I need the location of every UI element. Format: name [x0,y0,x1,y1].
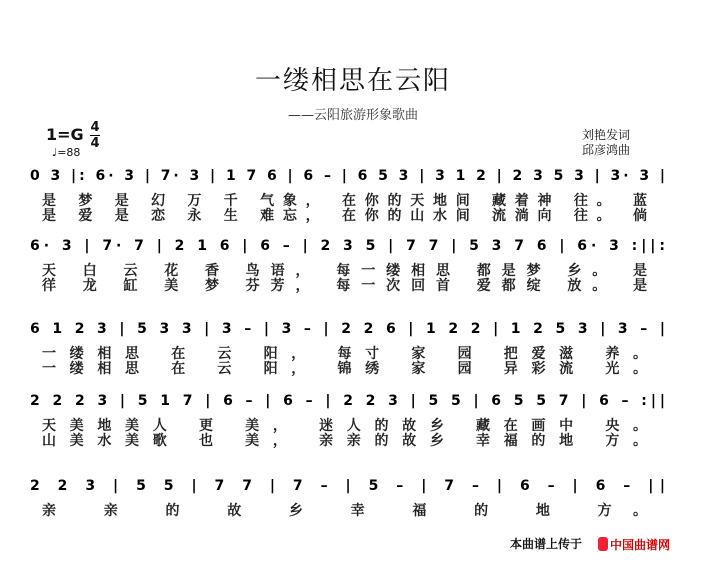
lyricist-credit: 刘艳发词 [582,128,631,142]
notation-line: 2 2 2 3 | 5 1 7 | 6 – | 6 – | 2 2 3 | 5 5 | 6 5 5 7 | 6 – :|| [30,393,665,409]
lyric-line-1: 一缕相思 在 云 阳， 每寸 家 园 把爱滋 养。 [42,346,647,362]
notation-line: 0 3 |: 6· 3 | 7· 3 | 1 7 6 | 6 – | 6 5 3 | 3 1 2 | 2 3 5 3 | 3· 3 | [30,168,666,184]
lyric-line-2: 山美水美歌 也 美， 亲亲的故乡 幸福的地 方。 [42,433,648,449]
notation-line: 6 1 2 3 | 5 3 3 | 3 – | 3 – | 2 2 6 | 1 2 2 | 1 2 5 3 | 3 – | [30,321,666,337]
song-subtitle: ——云阳旅游形象歌曲 [287,108,418,123]
logo-text: 中国曲谱网 [610,538,671,552]
notation-line: 6· 3 | 7· 7 | 2 1 6 | 6 – | 2 3 5 | 7 7 | 5 3 7 6 | 6· 3 :||: [30,238,666,254]
lyric-line-1: 天 白 云 花 香 鸟语， 每一缕相思 都是梦 乡。 是 [42,263,647,279]
site-logo [598,535,696,553]
composer-credit: 邱彦鸿曲 [582,143,631,157]
logo-mark-icon [598,537,608,551]
lyric-line-1: 亲 亲 的 故 乡 幸 福 的 地 方。 [42,503,648,519]
meter-denominator: 4 [90,136,100,151]
lyric-line-1: 天美地美人 更 美， 迷人的故乡 藏在画中 央。 [42,418,648,434]
key-signature: 1=G [46,125,84,144]
lyric-line-2: 徉 龙 缸 美 梦 芬芳， 每一次回首 爱都绽 放。 是 [42,278,647,294]
tempo-marking: ♩=88 [52,146,81,159]
notation-line: 2 2 3 | 5 5 | 7 7 | 7 – | 5 – | 7 – | 6 – | 6 – || [30,478,666,494]
lyric-line-2: 一缕相思 在 云 阳， 锦绣 家 园 异彩流 光。 [42,361,647,377]
lyric-line-2: 是 爱 是 恋 永 生 难忘， 在你的山水间 流淌向 往。 倘 [42,208,647,224]
footer-upload-note: 本曲谱上传于 [510,537,583,551]
lyric-line-1: 是 梦 是 幻 万 千 气象， 在你的天地间 藏着神 往。 蓝 [42,193,647,209]
meter-numerator: 4 [90,120,100,135]
song-title: 一缕相思在云阳 [254,66,451,96]
